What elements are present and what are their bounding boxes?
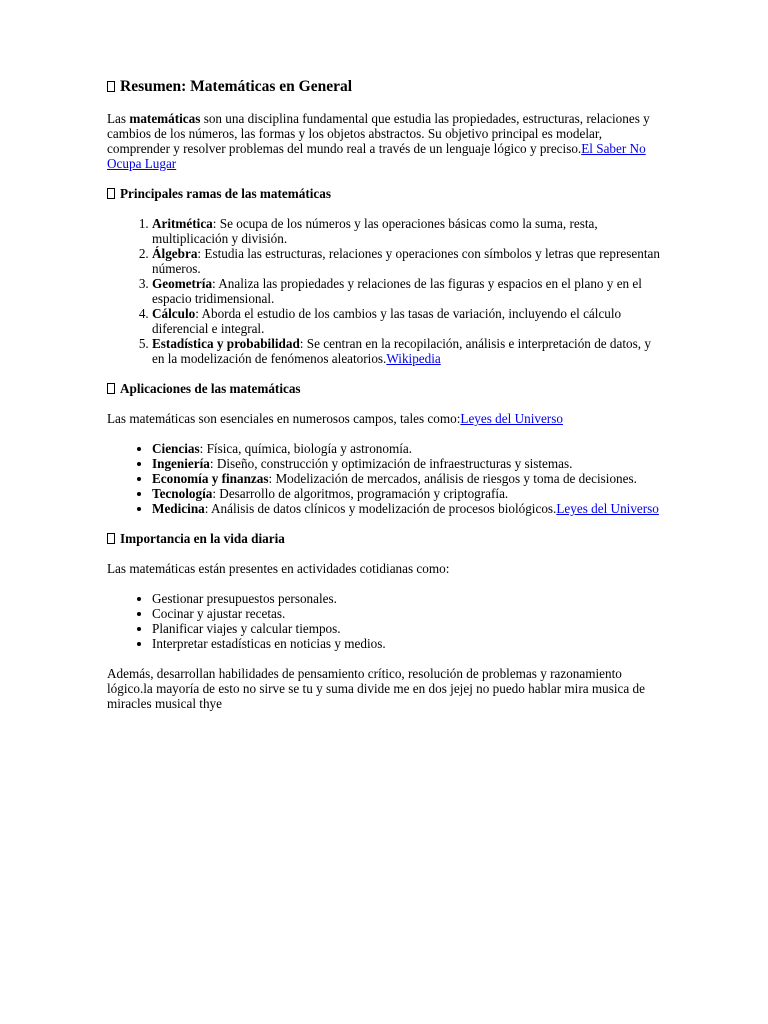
closing-paragraph: Además, desarrollan habilidades de pensamiento crítico, resolución de problemas y razonamiento lógico.la mayoría de esto no sirve se tu y suma divide me en dos jejej no puedo hablar mira musica de miracles musical thye: [107, 666, 645, 711]
aplicaciones-intro: Las matemáticas son esenciales en numerosos campos, tales como:Leyes del Universo: [107, 411, 563, 426]
vida-intro: Las matemáticas están presentes en actividades cotidianas como:: [107, 561, 450, 576]
wikipedia-link[interactable]: Wikipedia: [386, 351, 441, 366]
leyes-universo-link[interactable]: Leyes del Universo: [460, 411, 563, 426]
list-item: 2. Álgebra: Estudia las estructuras, relaciones y operaciones con símbolos y letras que representan números.: [152, 246, 663, 276]
intro-paragraph: Las matemáticas son una disciplina fundamental que estudia las propiedades, estructuras, relaciones y cambios de los números, las formas y los objetos abstractos. Su objetivo principal es modelar, comprender y resolver problemas del mundo real a través de un lenguaje lógico y preciso.El Saber No Ocupa Lugar: [107, 111, 650, 171]
missing-glyph-icon: [107, 81, 115, 92]
list-item: 1. Aritmética: Se ocupa de los números y las operaciones básicas como la suma, resta, multiplicación y división.: [152, 216, 663, 246]
intro-bold-term: matemáticas: [129, 111, 201, 126]
list-item: 4. Cálculo: Aborda el estudio de los cambios y las tasas de variación, incluyendo el cálculo diferencial e integral.: [152, 306, 663, 336]
section-heading-aplicaciones: Aplicaciones de las matemáticas: [107, 381, 663, 396]
intro-source-link[interactable]: El Saber No Ocupa Lugar: [107, 141, 646, 171]
leyes-universo-link[interactable]: Leyes del Universo: [556, 501, 659, 516]
missing-glyph-icon: [107, 533, 115, 544]
list-item: • Interpretar estadísticas en noticias y medios.: [152, 636, 663, 651]
section-heading-vida: Importancia en la vida diaria: [107, 531, 663, 546]
aplicaciones-list: [107, 441, 663, 516]
document-page: [107, 78, 663, 726]
list-item: • Gestionar presupuestos personales.: [152, 591, 663, 606]
list-item: • Planificar viajes y calcular tiempos.: [152, 621, 663, 636]
list-item: 5. Estadística y probabilidad: Se centran en la recopilación, análisis e interpretación de datos, y en la modelización de fenómenos aleatorios.Wikipedia: [152, 336, 663, 366]
list-item: • Ciencias: Física, química, biología y astronomía.: [152, 441, 663, 456]
list-item: • Ingeniería: Diseño, construcción y optimización de infraestructuras y sistemas.: [152, 456, 663, 471]
list-item: • Cocinar y ajustar recetas.: [152, 606, 663, 621]
list-item: • Tecnología: Desarrollo de algoritmos, programación y criptografía.: [152, 486, 663, 501]
vida-list: [107, 591, 663, 651]
list-item: • Economía y finanzas: Modelización de mercados, análisis de riesgos y toma de decisiones.: [152, 471, 663, 486]
list-item: 3. Geometría: Analiza las propiedades y relaciones de las figuras y espacios en el plano y en el espacio tridimensional.: [152, 276, 663, 306]
list-item: • Medicina: Análisis de datos clínicos y modelización de procesos biológicos.Leyes del Universo: [152, 501, 663, 516]
missing-glyph-icon: [107, 383, 115, 394]
ramas-list: [107, 216, 663, 366]
page-title: Resumen: Matemáticas en General: [107, 78, 663, 96]
section-heading-ramas: Principales ramas de las matemáticas: [107, 186, 663, 201]
missing-glyph-icon: [107, 188, 115, 199]
